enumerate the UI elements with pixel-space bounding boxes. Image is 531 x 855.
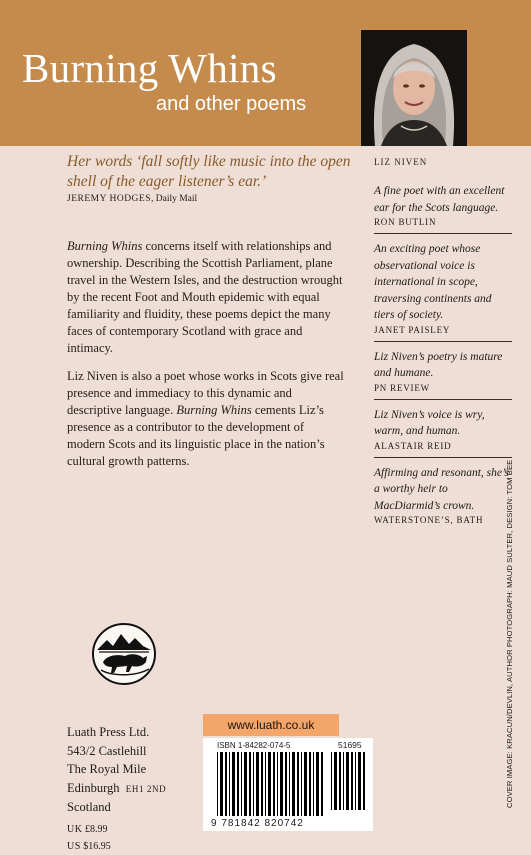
description-text: concerns itself with relationships and ownership. Describing the Scottish Parliament, plane travel in the Western Isles, and the destruction wrought by the recent Foot and Mouth epidemic with equal familiarity and fluidity, these poems depict the many faces of contemporary Scotland with grace and intimacy. (67, 239, 343, 355)
barcode-bar (363, 752, 365, 810)
review-item (374, 465, 512, 532)
pull-quote (67, 152, 357, 204)
address-line: 543/2 Castlehill (67, 743, 147, 758)
barcode-bar (289, 752, 290, 816)
address-city (67, 779, 166, 799)
price-uk (67, 821, 166, 838)
postcode: EH1 2ND (125, 783, 167, 794)
review-author: ALASTAIR REID (374, 440, 452, 451)
barcode-bar (309, 752, 311, 816)
ean-barcode-bars (217, 752, 327, 816)
review-author: JANET PAISLEY (374, 324, 451, 335)
barcode-bar (304, 752, 307, 816)
barcode-bar (358, 752, 361, 810)
barcode-bar (249, 752, 251, 816)
isbn-number: ISBN 1-84282-074-5 (217, 741, 291, 750)
ean-number: 9 781842 820742 (211, 818, 304, 829)
author-photo (361, 30, 467, 146)
price-label: UK (67, 823, 83, 835)
website-link[interactable]: www.luath.co.uk (203, 714, 339, 736)
barcode-bar (265, 752, 266, 816)
barcode-bar (355, 752, 356, 810)
publisher-address (67, 723, 166, 855)
pull-quote-publication: , Daily Mail (151, 194, 198, 204)
barcode-bar (244, 752, 247, 816)
review-author: PN REVIEW (374, 382, 430, 393)
review-quote: Affirming and resonant, she’s a worthy heir to MacDiarmid’s crown. (374, 466, 509, 512)
review-quote: A fine poet with an excellent ear for the Scots language. (374, 185, 505, 214)
review-author: WATERSTONE’S, BATH (374, 515, 484, 525)
barcode-bar (225, 752, 227, 816)
pull-quote-author: JEREMY HODGES (67, 194, 151, 204)
review-author: RON BUTLIN (374, 217, 437, 227)
description-text: cements Liz’s presence as a contributor to the development of modern Scots and its linguistic place in the nation’s cultural growth patterns. (67, 403, 325, 468)
barcode-bar (339, 752, 341, 810)
barcode-bar (237, 752, 239, 816)
barcode-bar (261, 752, 263, 816)
luath-dog-logo-icon (91, 622, 157, 686)
barcode-bar (351, 752, 353, 810)
barcode-bar (343, 752, 344, 810)
description-text: Liz Niven is also a poet whose works in Scots give real presence and immediacy to this dynamic and descriptive language. (67, 369, 344, 417)
publisher-name: Luath Press Ltd. (67, 725, 150, 739)
price-us (67, 838, 166, 855)
barcode-bar (292, 752, 295, 816)
book-title: Burning Whins (22, 45, 277, 91)
barcode-addon-number: 51695 (338, 740, 362, 750)
review-item (374, 241, 512, 342)
review-item (374, 349, 512, 400)
addon-barcode-bars (331, 752, 367, 810)
address-country: Scotland (67, 800, 111, 814)
book-subtitle: and other poems (156, 93, 307, 115)
book-description (67, 238, 345, 481)
barcode-bar (316, 752, 319, 816)
city: Edinburgh (67, 780, 120, 795)
barcode-bar (273, 752, 275, 816)
book-title-ref: Burning Whins (176, 403, 252, 417)
barcode-bar (285, 752, 287, 816)
barcode-bar (241, 752, 242, 816)
barcode-bar (334, 752, 337, 810)
cover-credits: COVER IMAGE: KRACUN/DEVLIN, AUTHOR PHOTOGRAPH: MAUD SULTER, DESIGN: TOM BEE (505, 459, 514, 808)
review-item (374, 407, 512, 458)
barcode-bar (268, 752, 271, 816)
barcode-bar (229, 752, 230, 816)
review-quote: An exciting poet whose observational voice is international in scope, traversing continents and tiers of society. (374, 243, 492, 321)
barcode-bar (217, 752, 218, 816)
barcode-bar (321, 752, 323, 816)
isbn-barcode (203, 738, 373, 831)
author-portrait-image (361, 30, 467, 146)
barcode-bar (277, 752, 278, 816)
barcode-bar (253, 752, 254, 816)
barcode-bar (297, 752, 299, 816)
barcode-bar (301, 752, 302, 816)
review-quote: Liz Niven’s voice is wry, warm, and human. (374, 408, 485, 437)
barcode-bar (232, 752, 235, 816)
barcode-bar (256, 752, 259, 816)
pull-quote-source (67, 194, 357, 204)
barcode-bar (280, 752, 283, 816)
description-paragraph (67, 238, 345, 357)
address-line: The Royal Mile (67, 762, 147, 776)
price-value: $16.95 (83, 840, 111, 852)
price-value: £8.99 (84, 823, 108, 835)
barcode-bar (331, 752, 332, 810)
barcode-bar (346, 752, 349, 810)
barcode-bar (313, 752, 314, 816)
book-title-ref: Burning Whins (67, 239, 143, 253)
author-name: LIZ NIVEN (374, 157, 428, 167)
review-item (374, 183, 512, 234)
pull-quote-text: Her words ‘fall softly like music into the open shell of the eager listener’s ear.’ (67, 153, 351, 190)
description-paragraph (67, 368, 345, 470)
review-quote: Liz Niven’s poetry is mature and humane. (374, 350, 503, 379)
publisher-logo (91, 622, 157, 686)
review-quotes (374, 183, 512, 538)
price-label: US (67, 840, 81, 852)
barcode-bar (220, 752, 223, 816)
